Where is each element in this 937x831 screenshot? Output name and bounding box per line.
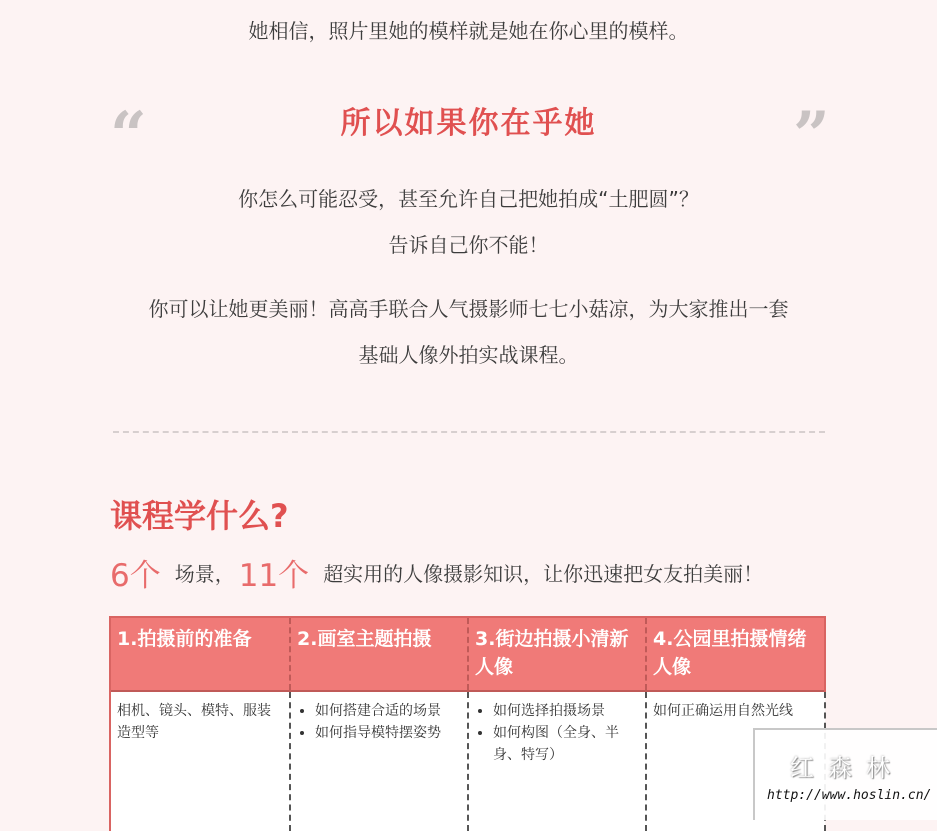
close-quote-icon: ”	[793, 98, 830, 173]
knowledge-count: 11个	[238, 557, 310, 594]
table-header-row	[110, 617, 825, 691]
course-table	[109, 616, 826, 831]
list-item: • 如何指导模特摆姿势	[315, 722, 461, 744]
watermark-url: http://www.hoslin.cn/	[767, 788, 932, 803]
intro-text: 她相信，照片里她的模样就是她在你心里的模样。	[248, 19, 689, 43]
list-item: • 如何选择拍摄场景	[493, 700, 639, 722]
pitch-line-1: 你可以让她更美丽！高高手联合人气摄影师七七小菇凉，为大家推出一套	[148, 297, 789, 321]
quote-headline: 所以如果你在乎她	[340, 106, 597, 141]
course-summary	[110, 552, 763, 592]
table-header-2: 2.画室主题拍摄	[290, 617, 468, 691]
table-header-4: 4.公园里拍摄情绪人像	[646, 617, 825, 691]
course-section-title: 课程学什么?	[110, 497, 289, 535]
table-cell-2	[290, 691, 468, 831]
scene-count: 6个	[110, 557, 161, 594]
table-header-3: 3.街边拍摄小清新人像	[468, 617, 646, 691]
table-cell-1: 相机、镜头、模特、服装造型等	[110, 691, 290, 831]
open-quote-icon: “	[110, 98, 147, 173]
table-header-1: 1.拍摄前的准备	[110, 617, 290, 691]
site-watermark	[753, 728, 937, 820]
table-row	[110, 691, 825, 831]
scene-label: 场景，	[174, 561, 235, 586]
list-item: • 如何搭建合适的场景	[315, 700, 461, 722]
dashed-divider	[113, 431, 825, 433]
quote-line-2: 告诉自己你不能！	[388, 233, 549, 257]
quote-line-1: 你怎么可能忍受，甚至允许自己把她拍成“土肥圆”？	[238, 187, 699, 211]
knowledge-label: 超实用的人像摄影知识，让你迅速把女友拍美丽！	[323, 561, 764, 586]
table-cell-3	[468, 691, 646, 831]
table-cell-4: 如何正确运用自然光线	[646, 691, 825, 831]
pitch-line-2: 基础人像外拍实战课程。	[358, 343, 579, 367]
watermark-name: 红森林	[790, 754, 904, 782]
list-item: • 如何构图（全身、半身、特写）	[493, 722, 639, 766]
